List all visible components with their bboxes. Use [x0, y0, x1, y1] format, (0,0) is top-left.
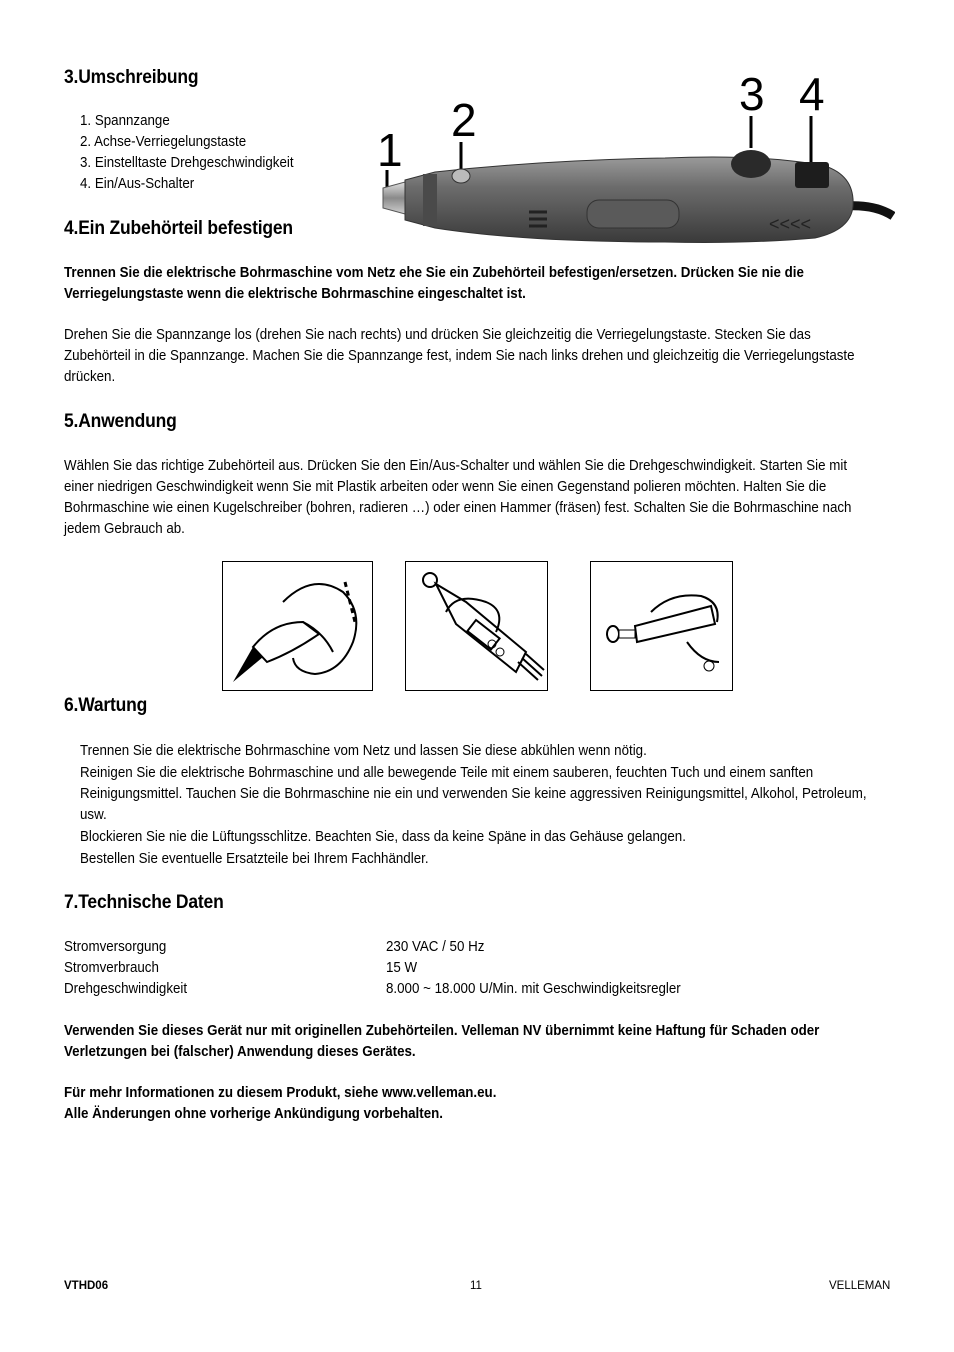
- parts-list: [80, 111, 294, 195]
- usage-text: Wählen Sie das richtige Zubehörteil aus. Drücken Sie den Ein/Aus-Schalter und wählen Sie die Drehgeschwindigkeit. Starten Sie mit einer niedrigen Geschwindigkeit wenn Sie mit Plastik arbeiten oder wenn Sie einen Gegenstand polieren möchten. Halten Sie die Bohrmaschine wie einen Kugelschreiber (bohren, radieren …) oder einen Hammer (fräsen) fest. Schalten Sie die Bohrmaschine nach jedem Gebrauch ab.: [64, 458, 852, 537]
- svg-text:<<<<: <<<<: [769, 214, 812, 234]
- maintenance-line: Reinigen Sie die elektrische Bohrmaschine und alle bewegende Teile mit einem sauberen, feuchten Tuch und einem sanften Reinigungsmittel. Tauchen Sie die Bohrmaschine nie ein und verwenden Sie keine aggressiven Reinigungsmittel, Alkohol, Petroleum, usw.: [80, 765, 867, 823]
- info-line-2: Alle Änderungen ohne vorherige Ankündigung vorbehalten.: [64, 1106, 443, 1122]
- section-3-heading: 3.Umschreibung: [64, 67, 199, 88]
- maintenance-line: Trennen Sie die elektrische Bohrmaschine vom Netz und lassen Sie diese abkühlen wenn nötig.: [80, 743, 647, 759]
- usage-figure-polishing: [590, 561, 733, 691]
- liability-notice: Verwenden Sie dieses Gerät nur mit originellen Zubehörteilen. Velleman NV übernimmt keine Haftung für Schaden oder Verletzungen bei (falscher) Anwendung dieses Gerätes.: [64, 1023, 820, 1060]
- part-item: 2. Achse-Verriegelungstaste: [80, 134, 247, 150]
- callout-1: 1: [377, 124, 403, 176]
- spec-labels: [64, 937, 187, 1000]
- spec-label: Stromverbrauch: [64, 960, 159, 976]
- callout-2: 2: [451, 94, 477, 146]
- footer-model: VTHD06: [64, 1280, 109, 1292]
- footer-brand: VELLEMAN: [829, 1280, 891, 1292]
- part-item: 1. Spannzange: [80, 113, 170, 129]
- rotary-tool-diagram: [365, 66, 895, 252]
- maintenance-line: Blockieren Sie nie die Lüftungsschlitze. Beachten Sie, dass da keine Späne in das Gehäuse gelangen.: [80, 829, 686, 845]
- usage-figure-drilling: [222, 561, 373, 691]
- spec-label: Stromversorgung: [64, 939, 167, 955]
- section-6-heading: 6.Wartung: [64, 695, 148, 716]
- spec-label: Drehgeschwindigkeit: [64, 981, 188, 997]
- callout-4: 4: [799, 68, 825, 120]
- part-item: 3. Einstelltaste Drehgeschwindigkeit: [80, 155, 294, 171]
- footer-page-number: 11: [470, 1280, 482, 1292]
- callout-3: 3: [739, 68, 765, 120]
- usage-figure-grinding: [405, 561, 548, 691]
- info-line-1: Für mehr Informationen zu diesem Produkt, siehe www.velleman.eu.: [64, 1085, 497, 1101]
- spec-value: 230 VAC / 50 Hz: [386, 939, 485, 955]
- spec-value: 15 W: [386, 960, 418, 976]
- section-7-heading: 7.Technische Daten: [64, 892, 224, 913]
- attach-instructions: Drehen Sie die Spannzange los (drehen Sie nach rechts) und drücken Sie gleichzeitig die Verriegelungstaste. Stecken Sie das Zubehörteil in die Spannzange. Machen Sie die Spannzange fest, indem Sie nach links drehen und gleichzeitig die Verriegelungstaste drücken.: [64, 327, 855, 385]
- part-item: 4. Ein/Aus-Schalter: [80, 176, 195, 192]
- section-4-heading: 4.Ein Zubehörteil befestigen: [64, 218, 293, 239]
- spec-values: [386, 937, 681, 1000]
- attach-warning: Trennen Sie die elektrische Bohrmaschine vom Netz ehe Sie ein Zubehörteil befestigen/ersetzen. Drücken Sie nie die Verriegelungstaste wenn die elektrische Bohrmaschine eingeschaltet ist.: [64, 265, 804, 302]
- maintenance-line: Bestellen Sie eventuelle Ersatzteile bei Ihrem Fachhändler.: [80, 851, 429, 867]
- section-5-heading: 5.Anwendung: [64, 411, 177, 432]
- spec-value: 8.000 ~ 18.000 U/Min. mit Geschwindigkeitsregler: [386, 981, 681, 997]
